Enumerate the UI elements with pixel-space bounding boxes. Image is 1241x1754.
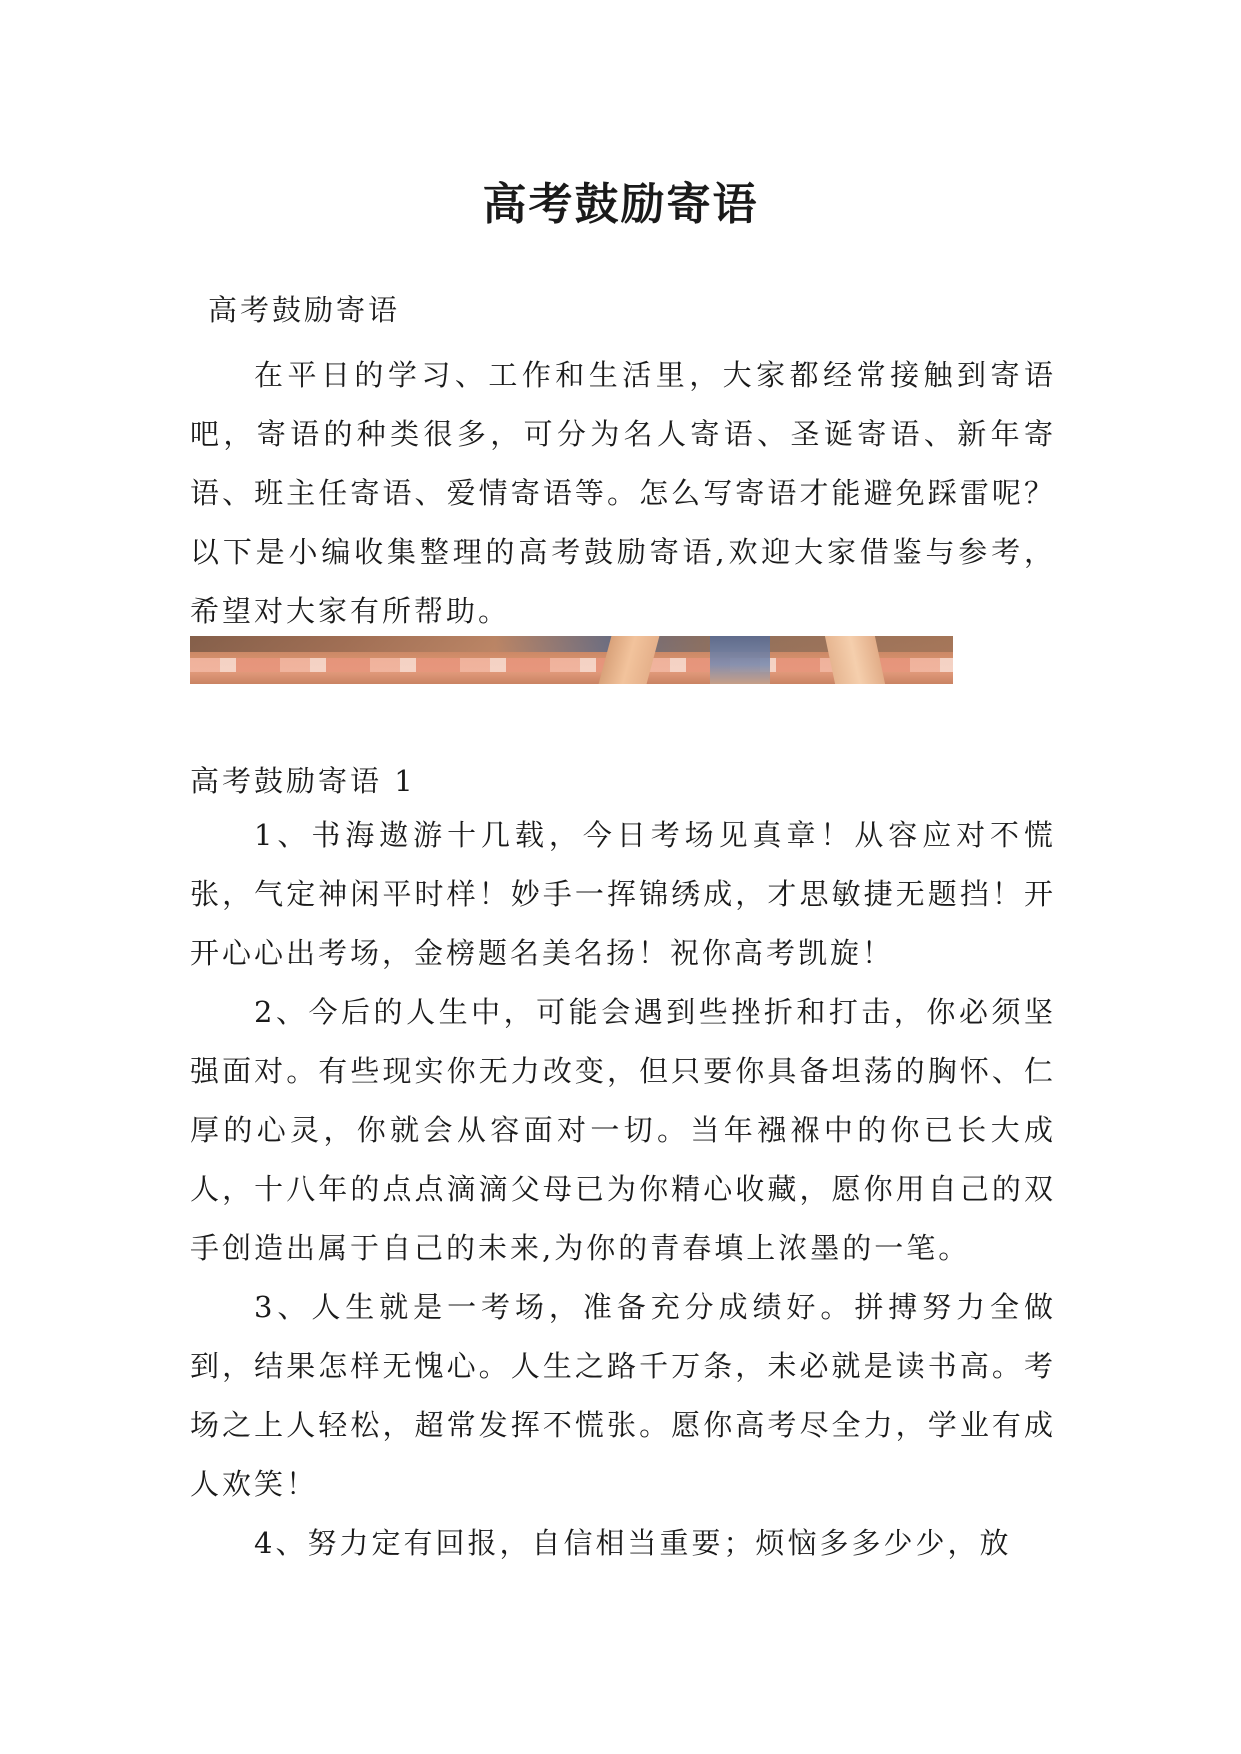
list-item: 1、书海遨游十几载，今日考场见真章！从容应对不慌张，气定神闲平时样！妙手一挥锦绣成，才思敏捷无题挡！开开心心出考场，金榜题名美名扬！祝你高考凯旋！ (190, 818, 1056, 970)
banner-shape-right (825, 636, 885, 684)
section-body (190, 806, 1056, 1573)
document-title: 高考鼓励寄语 (482, 179, 759, 231)
banner-shape-center (710, 636, 770, 684)
intro-section (190, 346, 1056, 641)
intro-paragraph: 在平日的学习、工作和生活里，大家都经常接触到寄语吧，寄语的种类很多，可分为名人寄语、圣诞寄语、新年寄语、班主任寄语、爱情寄语等。怎么写寄语才能避免踩雷呢？以下是小编收集整理的高考鼓励寄语,欢迎大家借鉴与参考，希望对大家有所帮助。 (190, 358, 1056, 628)
list-item: 4、努力定有回报，自信相当重要；烦恼多多少少，放 (254, 1526, 1012, 1560)
section-heading: 高考鼓励寄语 1 (190, 764, 416, 798)
list-item: 2、今后的人生中，可能会遇到些挫折和打击，你必须坚强面对。有些现实你无力改变，但只要你具备坦荡的胸怀、仁厚的心灵，你就会从容面对一切。当年襁褓中的你已长大成人，十八年的点点滴滴父母已为你精心收藏，愿你用自己的双手创造出属于自己的未来,为你的青春填上浓墨的一笔。 (190, 995, 1056, 1265)
list-item: 3、人生就是一考场，准备充分成绩好。拼搏努力全做到，结果怎样无愧心。人生之路千万条，未必就是读书高。考场之上人轻松，超常发挥不慌张。愿你高考尽全力，学业有成人欢笑！ (190, 1290, 1056, 1501)
banner-image (190, 636, 953, 684)
document-subtitle: 高考鼓励寄语 (208, 293, 401, 327)
